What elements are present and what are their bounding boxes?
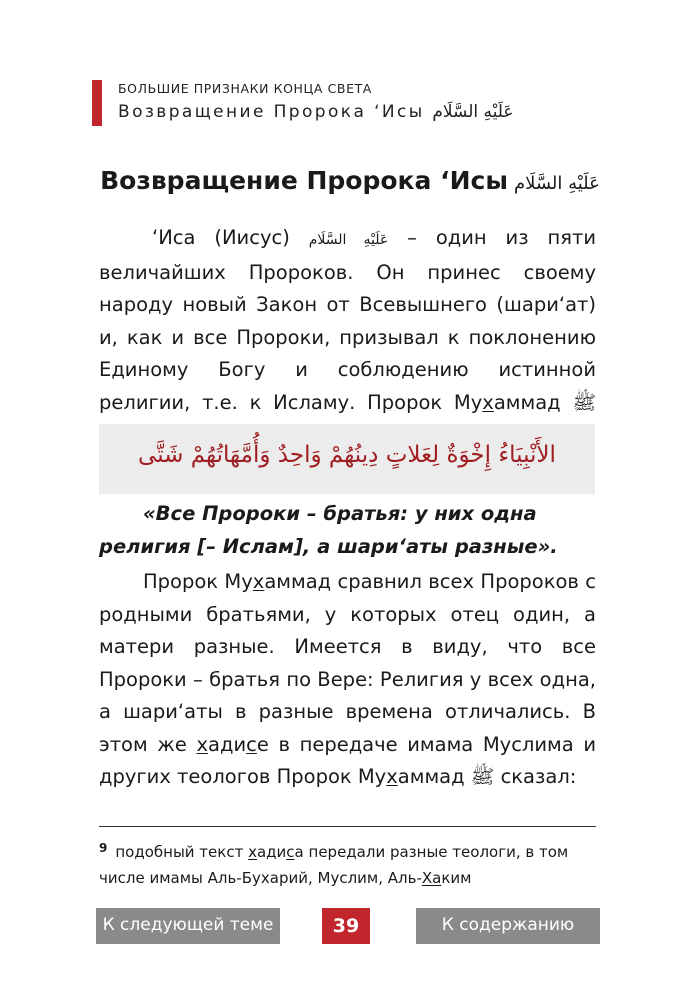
footnote-text: а передали разные теологи, в том числе имамы Аль-Бухарий, Муслим, Аль- xyxy=(99,843,569,887)
next-topic-button[interactable]: К следующей теме xyxy=(96,908,280,944)
header-subtitle-text: Возвращение Пророка ‘Исы xyxy=(118,102,425,122)
para2-text: е в передаче имама Муслима и других теологов Пророк Му xyxy=(99,732,596,788)
para2-text: сказал: xyxy=(500,765,577,788)
footnote-text: подобный текст xyxy=(115,843,249,861)
para2-text: ади xyxy=(208,732,247,756)
footnote-underline: Ха xyxy=(421,869,442,887)
paragraph-intro xyxy=(99,222,596,452)
page-title-text: Возвращение Пророка ‘Исы xyxy=(100,166,508,195)
para2-underline: х xyxy=(386,765,398,788)
page-title xyxy=(0,166,700,195)
footnote-text: ади xyxy=(256,843,287,861)
header-kicker: БОЛЬШИЕ ПРИЗНАКИ КОНЦА СВЕТА xyxy=(118,81,372,96)
page-number: 39 xyxy=(322,908,370,944)
para1-text: ‘Иса (Иисус) xyxy=(152,226,290,249)
footnote-divider xyxy=(99,826,596,827)
footnote xyxy=(99,835,596,891)
para2-text: аммад xyxy=(397,765,465,788)
header-subtitle xyxy=(118,102,514,122)
hadith-translation: «Все Пророки – братья: у них одна религия [– Ислам], а шари‘аты разные». xyxy=(99,502,558,558)
hadith-arabic: الأَنْبِيَاءُ إِخْوَةٌ لِعَلاتٍ دِينُهُمْ وَاحِدٌ وَأُمَّهَاتُهُمْ شَتَّى xyxy=(138,442,556,468)
para1-honorific: عَلَيْهِ السَّلَام xyxy=(308,232,389,248)
para1-text: – один из пяти величайших Пророков. Он принес своему народу новый Закон от Всевышнего (шари‘ат) и, как и все Пророки, призывал к поклонению Единому Богу и соблюдению истинной религии, т.е. к Исламу. Пророк Му xyxy=(99,226,596,414)
para1-text: аммад xyxy=(493,390,561,414)
salawat-glyph: ﷺ xyxy=(572,390,596,414)
para2-underline: с xyxy=(246,732,257,756)
para2-text: Пророк Му xyxy=(143,570,253,593)
contents-button[interactable]: К содержанию xyxy=(416,908,600,944)
footnote-underline: с xyxy=(286,843,295,861)
paragraph-explanation xyxy=(99,566,596,794)
para1-underline: х xyxy=(482,390,494,414)
salawat-glyph: ﷺ xyxy=(470,765,495,788)
hadith-box xyxy=(99,424,595,494)
header-honorific: عَلَيْهِ السَّلَام xyxy=(432,102,514,122)
para2-underline: х xyxy=(252,570,265,593)
header-accent-bar xyxy=(92,80,102,126)
footnote-text: ким xyxy=(441,869,472,887)
footnote-number: 9 xyxy=(99,841,108,855)
footnote-underline: х xyxy=(248,843,257,861)
para2-underline: х xyxy=(196,732,209,756)
title-honorific: عَلَيْهِ السَّلَام xyxy=(513,173,600,194)
para2-text: аммад сравнил всех Пророков с родными братьями, у которых отец один, а матери разные. Имеется в виду, что все Пророки – братья по Вере: Религия у всех одна, а шари‘аты в разные времена отличались. В этом же xyxy=(99,570,596,756)
